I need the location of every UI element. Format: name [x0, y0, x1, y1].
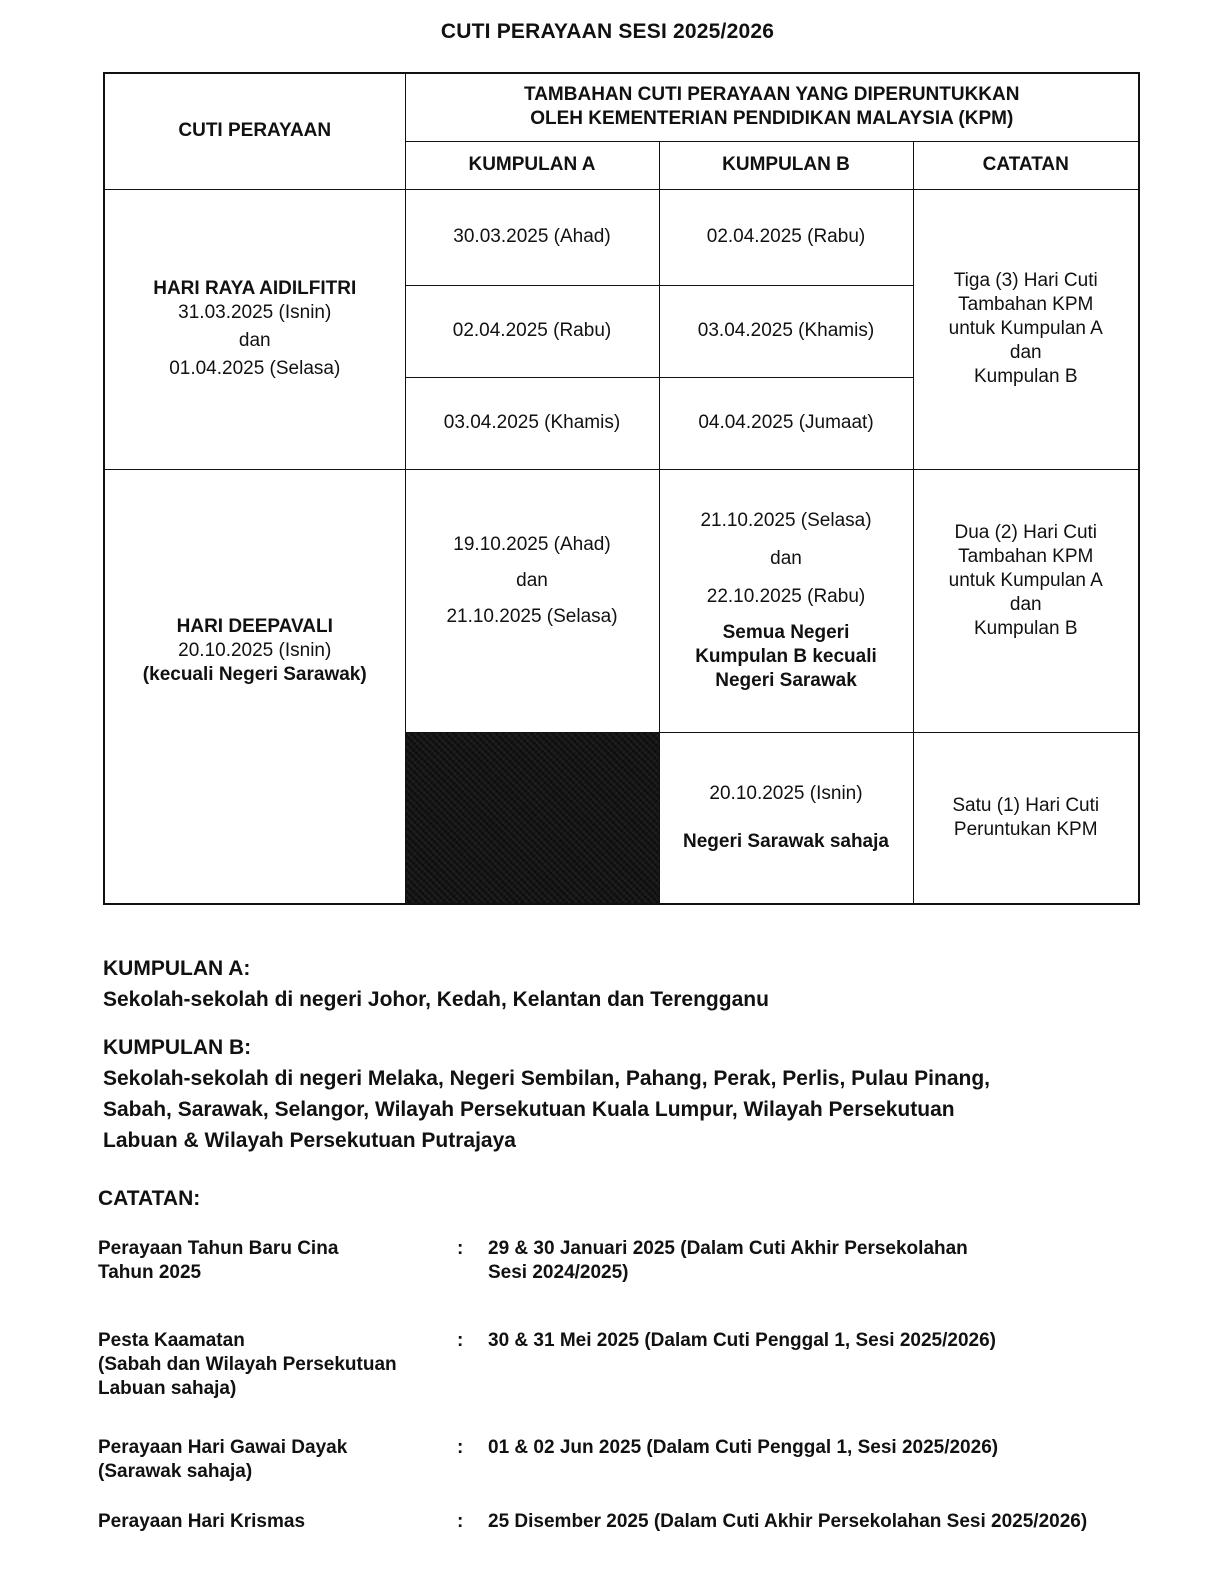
- note-2-label-1: Pesta Kaamatan: [98, 1330, 245, 1351]
- holiday-table: [103, 72, 1140, 905]
- deepavali-note-3: untuk Kumpulan A: [948, 569, 1103, 591]
- note-2-colon: :: [457, 1330, 464, 1351]
- deepavali-b-conj: dan: [770, 547, 802, 569]
- deepavali-b-date-1: 21.10.2025 (Selasa): [700, 509, 872, 531]
- note-1-value-2: Sesi 2024/2025): [488, 1262, 629, 1283]
- aidilfitri-note-3: untuk Kumpulan A: [948, 318, 1103, 339]
- deepavali-note-4: dan: [1009, 593, 1042, 615]
- header-kumpulan-b: KUMPULAN B: [659, 141, 913, 189]
- deepavali-a-conj: dan: [516, 569, 548, 591]
- deepavali-note-5: Kumpulan B: [973, 617, 1078, 639]
- deepavali-note-2: Tambahan KPM: [958, 545, 1094, 567]
- note-3-colon: :: [457, 1437, 464, 1458]
- deepavali-cell: [104, 469, 405, 904]
- header-cuti-perayaan: CUTI PERAYAAN: [104, 73, 405, 189]
- note-1-colon: :: [457, 1238, 464, 1259]
- note-2-label-2: (Sabah dan Wilayah Persekutuan: [98, 1354, 397, 1375]
- aidilfitri-a-3: 03.04.2025 (Khamis): [405, 377, 659, 469]
- note-3-label-2: (Sarawak sahaja): [98, 1461, 253, 1482]
- deepavali-note-2-cell: [913, 732, 1139, 904]
- note-3-value-1: 01 & 02 Jun 2025 (Dalam Cuti Penggal 1, Sesi 2025/2026): [488, 1437, 999, 1458]
- kumpulan-a-text: Sekolah-sekolah di negeri Johor, Kedah, Kelantan dan Terengganu: [103, 988, 769, 1011]
- note-4-value-1: 25 Disember 2025 (Dalam Cuti Akhir Persekolahan Sesi 2025/2026): [488, 1511, 1088, 1532]
- kumpulan-b-heading: KUMPULAN B:: [103, 1036, 252, 1059]
- deepavali-a-date-2: 21.10.2025 (Selasa): [446, 605, 618, 627]
- kumpulan-b-text-2: Sabah, Sarawak, Selangor, Wilayah Persekutuan Kuala Lumpur, Wilayah Persekutuan: [103, 1098, 955, 1121]
- deepavali-name: HARI DEEPAVALI: [176, 616, 333, 638]
- aidilfitri-b-2: 03.04.2025 (Khamis): [659, 285, 913, 377]
- note-3-label-1: Perayaan Hari Gawai Dayak: [98, 1437, 348, 1458]
- aidilfitri-note-2: Tambahan KPM: [958, 294, 1094, 315]
- deepavali-sarawak-note: Negeri Sarawak sahaja: [683, 830, 889, 852]
- aidilfitri-a-2: 02.04.2025 (Rabu): [405, 285, 659, 377]
- aidilfitri-name: HARI RAYA AIDILFITRI: [153, 278, 357, 299]
- redacted-block: [405, 732, 659, 904]
- deepavali-sarawak-catatan-1: Satu (1) Hari Cuti: [952, 794, 1100, 816]
- deepavali-date: 20.10.2025 (Isnin): [178, 640, 332, 662]
- deepavali-b-date-2: 22.10.2025 (Rabu): [706, 585, 866, 607]
- header-kumpulan-a: KUMPULAN A: [405, 141, 659, 189]
- kumpulan-b-text-1: Sekolah-sekolah di negeri Melaka, Negeri Sembilan, Pahang, Perak, Perlis, Pulau Pinang,: [103, 1067, 990, 1090]
- aidilfitri-b-3: 04.04.2025 (Jumaat): [659, 377, 913, 469]
- deepavali-b-1: [659, 469, 913, 732]
- page-title: CUTI PERAYAAN SESI 2025/2026: [440, 20, 775, 43]
- deepavali-note-1: Dua (2) Hari Cuti: [954, 521, 1098, 543]
- kumpulan-b-legend: [103, 1032, 1113, 1156]
- kumpulan-b-text-3: Labuan & Wilayah Persekutuan Putrajaya: [103, 1129, 516, 1152]
- note-1-label-1: Perayaan Tahun Baru Cina: [98, 1238, 339, 1259]
- aidilfitri-a-1: 30.03.2025 (Ahad): [405, 189, 659, 285]
- header-tambahan-line-1: TAMBAHAN CUTI PERAYAAN YANG DIPERUNTUKKAN: [524, 84, 1020, 106]
- note-1-value-1: 29 & 30 Januari 2025 (Dalam Cuti Akhir Persekolahan: [488, 1238, 968, 1259]
- deepavali-note-1-cell: [913, 469, 1139, 732]
- deepavali-a-1: [405, 469, 659, 732]
- aidilfitri-note-4: dan: [1009, 342, 1042, 363]
- header-tambahan-line-2: OLEH KEMENTERIAN PENDIDIKAN MALAYSIA (KPM): [530, 108, 1014, 130]
- deepavali-b-note-1: Semua Negeri: [722, 621, 850, 643]
- aidilfitri-b-1: 02.04.2025 (Rabu): [659, 189, 913, 285]
- note-4-colon: :: [457, 1511, 464, 1532]
- aidilfitri-conj: dan: [238, 330, 271, 351]
- aidilfitri-note-5: Kumpulan B: [973, 366, 1078, 387]
- aidilfitri-note-1: Tiga (3) Hari Cuti: [953, 270, 1098, 291]
- deepavali-sarawak-date: 20.10.2025 (Isnin): [709, 782, 863, 804]
- note-4-label-1: Perayaan Hari Krismas: [98, 1511, 306, 1532]
- deepavali-a-date-1: 19.10.2025 (Ahad): [453, 533, 611, 555]
- deepavali-b-note-2: Kumpulan B kecuali: [695, 645, 877, 667]
- kumpulan-a-heading: KUMPULAN A:: [103, 957, 251, 980]
- aidilfitri-date-1: 31.03.2025 (Isnin): [178, 302, 332, 323]
- header-tambahan: [405, 73, 1139, 141]
- note-2-value-1: 30 & 31 Mei 2025 (Dalam Cuti Penggal 1, Sesi 2025/2026): [488, 1330, 996, 1351]
- catatan-heading: CATATAN:: [98, 1187, 201, 1210]
- aidilfitri-date-2: 01.04.2025 (Selasa): [169, 358, 341, 379]
- aidilfitri-note: [913, 189, 1139, 469]
- deepavali-b-note-3: Negeri Sarawak: [715, 669, 857, 691]
- deepavali-sarawak-catatan-2: Peruntukan KPM: [953, 818, 1098, 840]
- note-1-label-2: Tahun 2025: [98, 1262, 202, 1283]
- header-catatan: CATATAN: [913, 141, 1139, 189]
- deepavali-b-2: [659, 732, 913, 904]
- note-2-label-3: Labuan sahaja): [98, 1378, 237, 1399]
- aidilfitri-cell: [104, 189, 405, 469]
- kumpulan-a-legend: [103, 953, 1113, 1015]
- deepavali-except: (kecuali Negeri Sarawak): [142, 664, 367, 686]
